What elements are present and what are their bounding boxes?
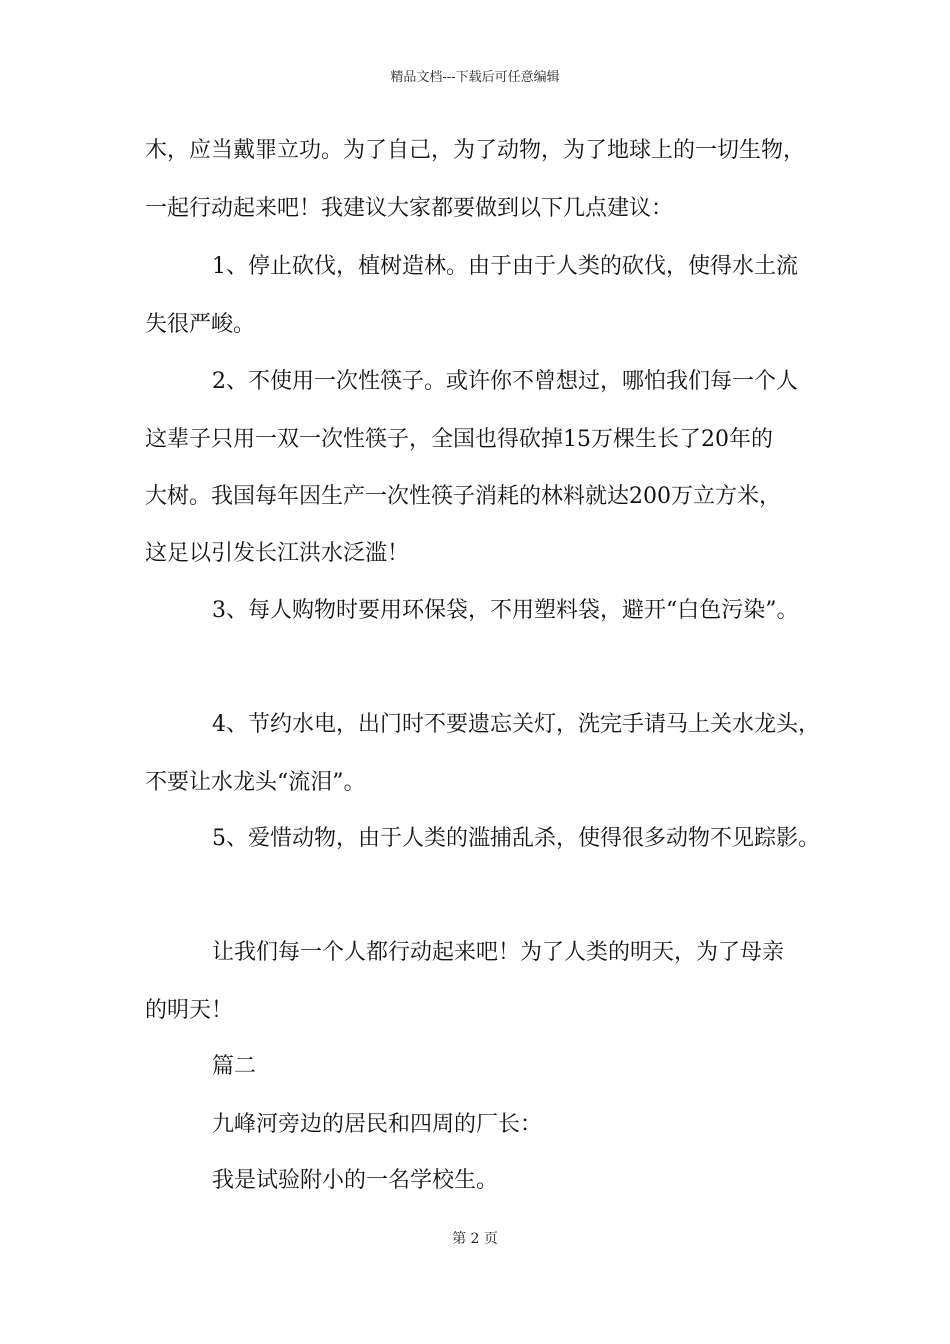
list-item-1-line-1: 1、停止砍伐，植树造林。由于由于人类的砍伐，使得水土流 (212, 254, 798, 279)
list-item-1-line-2: 失很严峻。 (145, 312, 256, 337)
list-item-2-line-1: 2、不使用一次性筷子。或许你不曾想过，哪怕我们每一个人 (212, 369, 798, 394)
letter-salutation: 九峰河旁边的居民和四周的厂长： (212, 1112, 543, 1137)
letter-intro: 我是试验附小的一名学校生。 (212, 1168, 499, 1193)
closing-line-2: 的明天！ (145, 998, 234, 1023)
list-item-2-line-3: 大树。我国每年因生产一次性筷子消耗的林料就达200万立方米， (145, 484, 781, 509)
list-item-4-line-1: 4、节约水电，出门时不要遗忘关灯，洗完手请马上关水龙头， (212, 712, 820, 737)
body-line-1: 木，应当戴罪立功。为了自己，为了动物，为了地球上的一切生物， (145, 138, 806, 163)
body-line-2: 一起行动起来吧！我建议大家都要做到以下几点建议： (145, 196, 674, 221)
closing-line-1: 让我们每一个人都行动起来吧！为了人类的明天，为了母亲 (212, 940, 785, 965)
page-header: 精品文档---下载后可任意编辑 (390, 70, 560, 85)
list-item-2-line-2: 这辈子只用一双一次性筷子，全国也得砍掉15万棵生长了20年的 (145, 427, 773, 452)
list-item-2-line-4: 这足以引发长江洪水泛滥！ (145, 541, 410, 566)
list-item-5: 5、爱惜动物，由于人类的滥捕乱杀，使得很多动物不见踪影。 (212, 826, 820, 851)
page-number: 第 2 页 (452, 1231, 498, 1247)
list-item-3: 3、每人购物时要用环保袋，不用塑料袋，避开“白色污染”。 (212, 598, 799, 623)
list-item-4-line-2: 不要让水龙头“流泪”。 (145, 770, 366, 795)
section-title: 篇二 (212, 1054, 257, 1079)
